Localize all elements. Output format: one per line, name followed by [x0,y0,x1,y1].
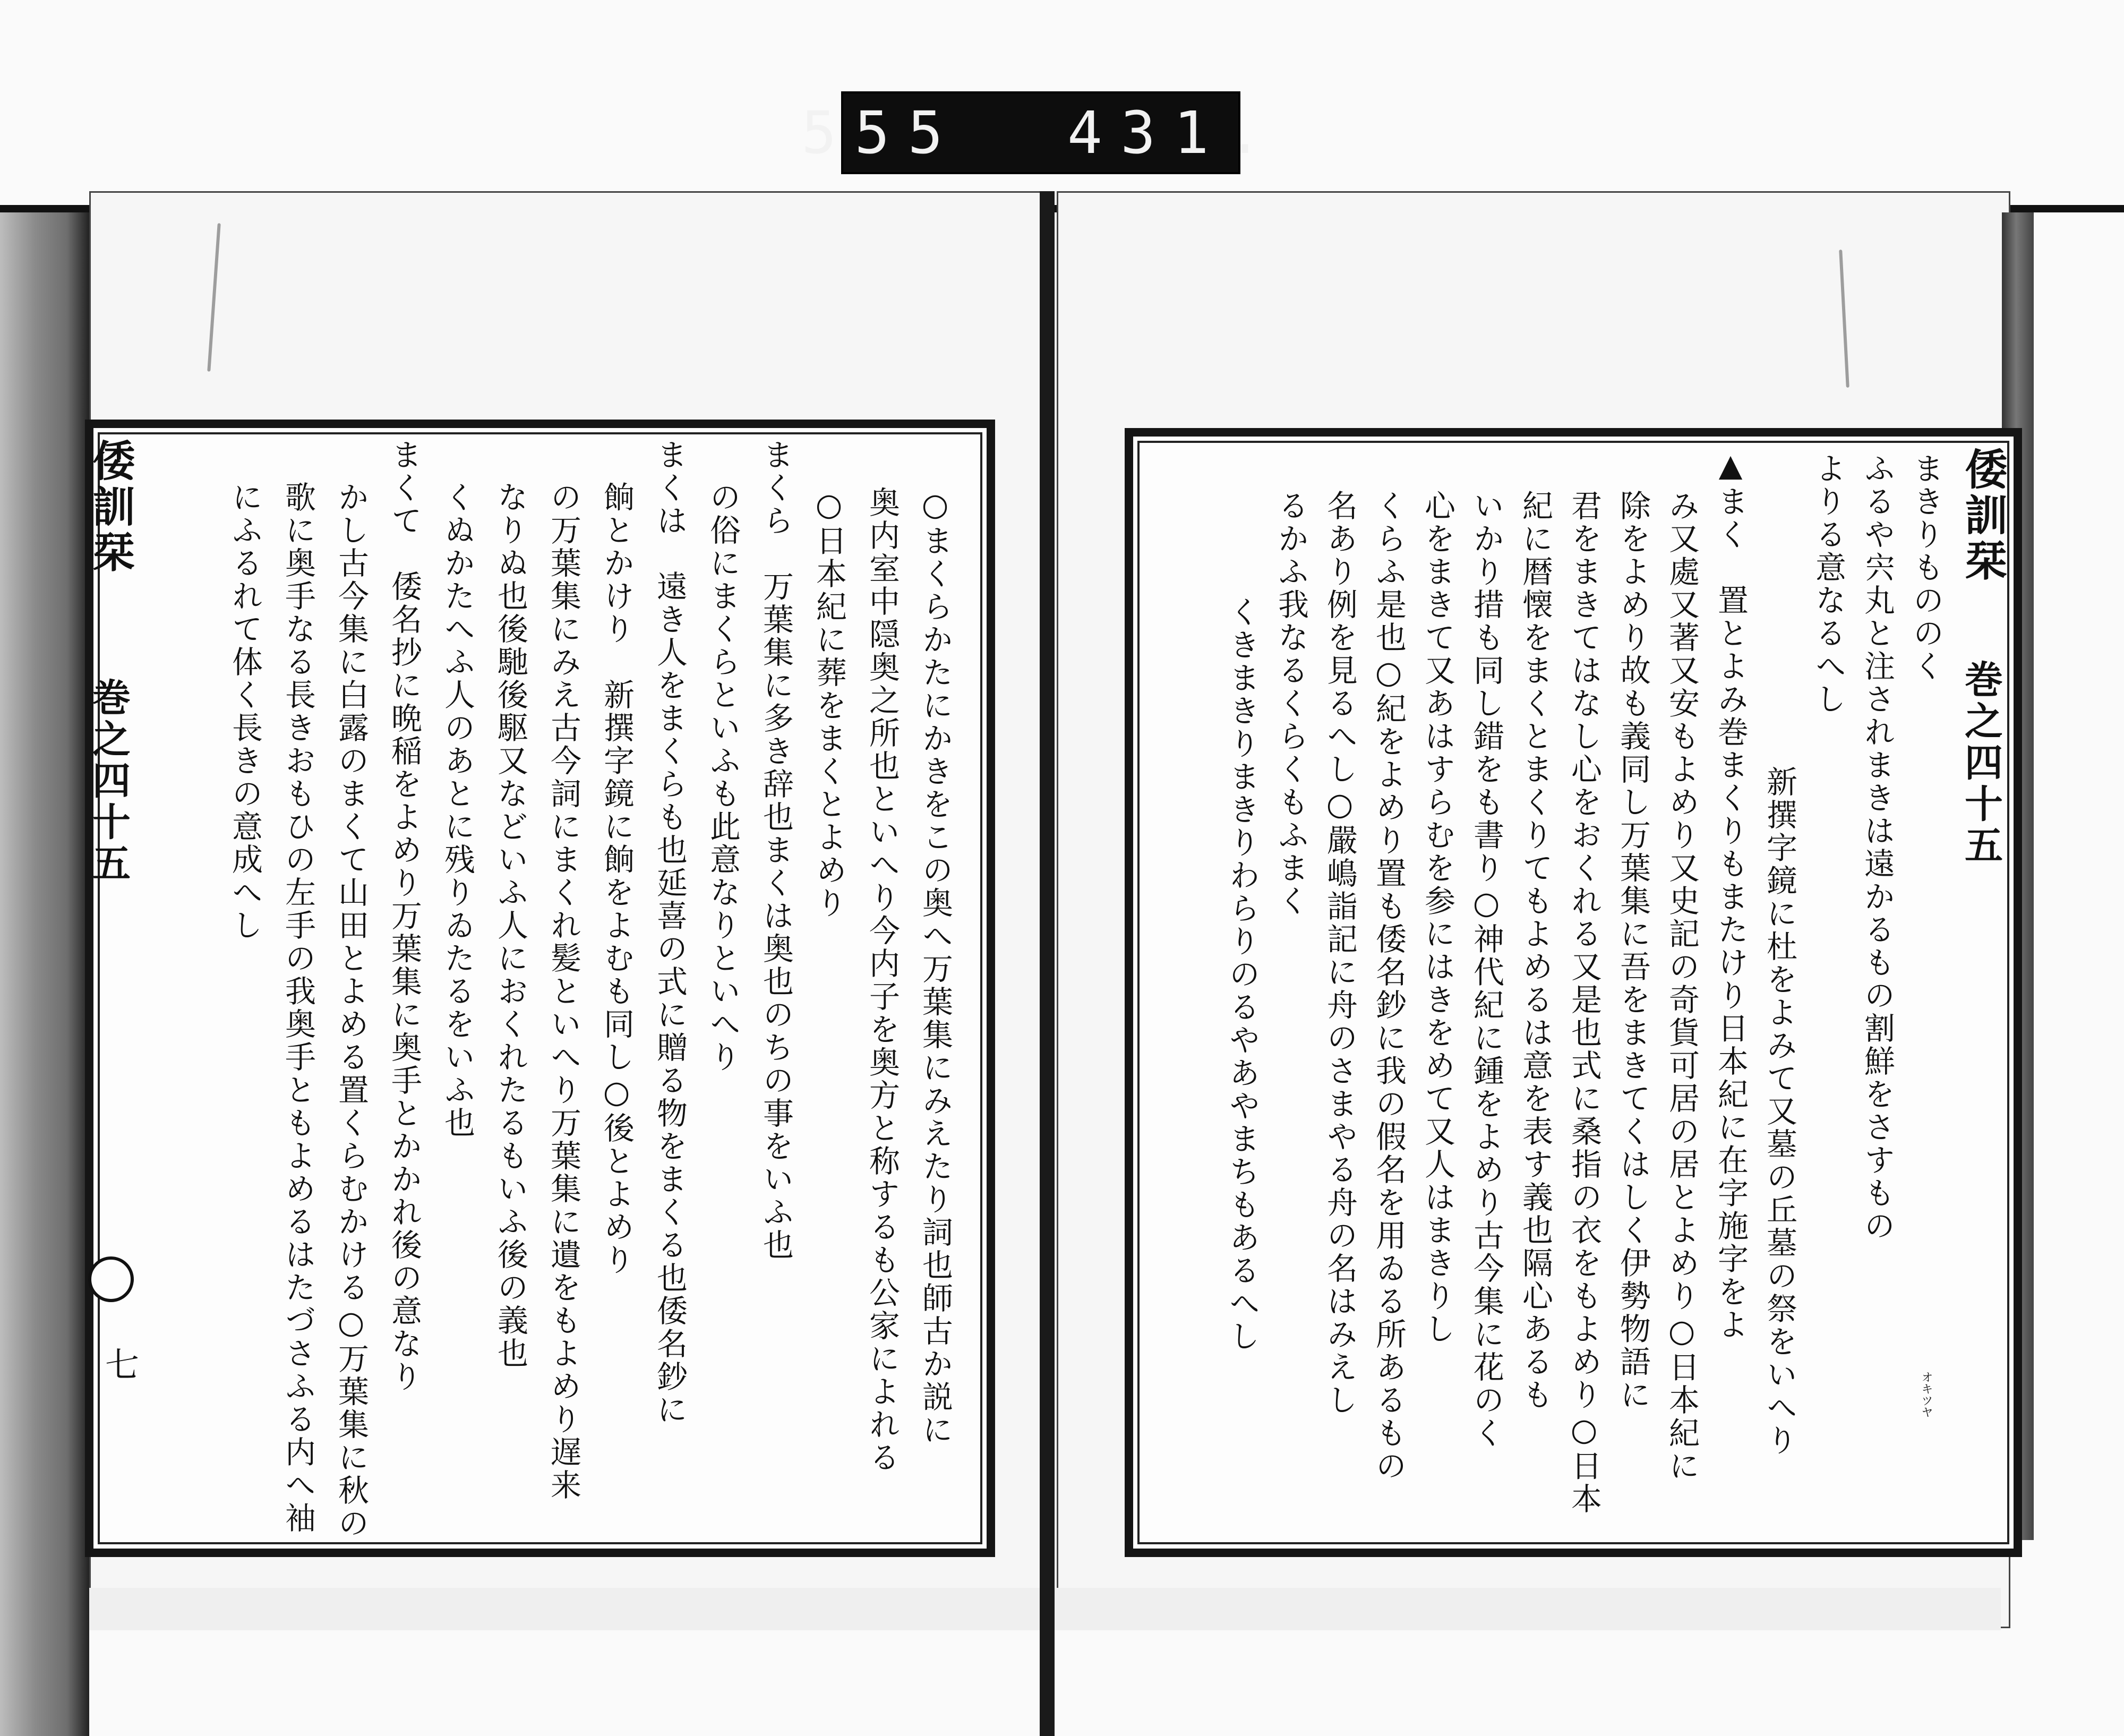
left-page-number: 七 [99,1347,139,1381]
microfilm-frame-label [801,91,1280,174]
left-margin-title: 倭訓栞 [85,439,135,576]
text-column: ○まくらかたにかきをこの奥へ万葉集にみえたり詞也師古か説に [917,486,953,1447]
text-column: 紀に暦懐をまくとまくりてもよめるは意を表す義也隔心あるも [1517,490,1553,1412]
text-column: ふるや宍丸と注されまきは遠かるもの割鮮をさすもの [1859,452,1895,1243]
text-column: くぬかたへふ人のあとに残りゐたるをいふ也 [439,481,475,1140]
right-margin-title: 倭訓栞 [1958,447,2008,584]
text-column: ▲まく 置とよみ巻まくりもまたけり日本紀に在字施字をよ [1712,447,1749,1341]
text-column: まくて 倭名抄に晩稲をよめり万葉集に奥手とかかれ後の意なり [386,439,422,1393]
text-column: 餉とかけり 新撰字鏡に餉をよむも同し○後とよめり [598,481,635,1277]
left-volume-label: 巻之四十五 [86,678,131,885]
text-column: なりぬ也後馳後駆又などいふ人におくれたるもいふ後の義也 [492,481,528,1370]
text-column: まくは 遠き人をまくらも也延喜の式に贈る物をまくる也倭名鈔に [652,439,688,1426]
book-fore-edge-left [0,212,89,1736]
ruby-annotation: オキツヤ [1920,1371,1933,1418]
text-column: ○日本紀に葬をまくとよめり [811,486,847,920]
film-reel-number: 555 [801,99,961,167]
text-column: まきりもののく [1908,452,1944,683]
text-column: 除をよめり故も義同し万葉集に吾をまきてくはしく伊勢物語に [1615,490,1651,1412]
text-column: 君をまきてはなし心をおくれる又是也式に桑指の衣をもよめり○日本 [1566,490,1602,1516]
text-column: 歌に奥手なる長きおもひの左手の我奥手ともよめるはたづさふる内へ袖 [280,481,316,1535]
text-column: かし古今集に白露のまくて山田とよめる置くらむかける○万葉集に秋の [333,481,369,1540]
text-column: の万葉集にみえ古今詞にまくれ髪といへり万葉集に遺をもよめり遅来 [545,481,581,1502]
text-column: 名あり例を見るへし○嚴嶋詣記に舟のさまやる舟の名はみえし [1322,490,1358,1417]
text-column: まくら 万葉集に多き辞也まくは奥也のちの事をいふ也 [758,439,794,1262]
text-column: いかり措も同し錯をも書り○神代紀に鍾をよめり古今集に花のく [1468,490,1504,1450]
film-frame-number: 431. [1067,99,1280,167]
text-column: み又處又著又安もよめり又史記の奇貨可居の居とよめり○日本紀に [1664,490,1700,1483]
right-volume-label: 巻之四十五 [1958,660,2003,867]
text-column: るかふ我なるくらくもふまく [1273,490,1309,918]
text-column: の俗にまくらといふも此意なりといへり [705,481,741,1074]
margin-circle-mark [88,1256,134,1302]
book-gutter [1040,191,1055,1736]
text-column: くらふ是也○紀をよめり置も倭名鈔に我の假名を用ゐる所あるもの [1371,490,1407,1483]
right-text-frame [1125,428,2022,1557]
text-column: にふるれて体く長きの意成へし [227,481,263,942]
text-column: 奥内室中隠奥之所也といへり今内子を奥方と称するも公家によれる [864,486,900,1474]
text-column: くきまきりまきりわらりのるやあやまちもあるへし [1224,596,1260,1353]
text-column: 新撰字鏡に杜をよみて又墓の丘墓の祭をいへり [1761,766,1797,1457]
left-text-frame [85,420,995,1557]
text-column: よりる意なるへし [1810,452,1846,716]
text-column: 心をまきて又あはすらむを参にはきをめて又人はまきりし [1419,490,1455,1346]
